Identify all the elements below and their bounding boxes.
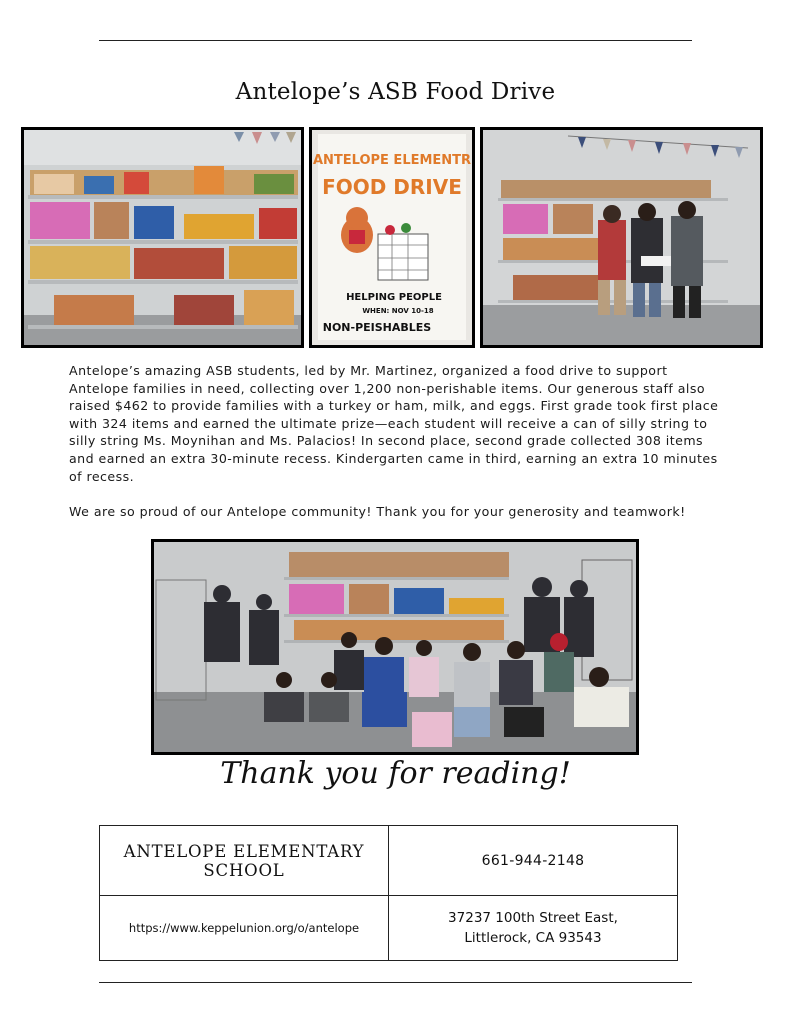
address-line-1: 37237 100th Street East,: [448, 910, 618, 926]
photo-food-drive-poster: [309, 127, 475, 348]
poster-line3: HELPING PEOPLE: [346, 292, 442, 303]
group-image: [154, 542, 636, 752]
phone-number[interactable]: 661-944-2148: [481, 852, 585, 869]
poster-image: [312, 130, 472, 345]
poster-line5: NON-PEISHABLES: [322, 321, 432, 334]
website-cell: [100, 896, 389, 960]
contact-table: [99, 825, 678, 961]
school-name-cell: [100, 826, 389, 896]
poster-line4: WHEN: NOV 10-18: [362, 307, 434, 315]
photo-group: [151, 539, 639, 755]
bottom-rule: [99, 982, 692, 983]
students-image: [483, 130, 760, 345]
shelves-image: [24, 130, 301, 345]
school-name: ANTELOPE ELEMENTARY SCHOOL: [123, 841, 365, 880]
photo-food-shelves: [21, 127, 304, 348]
address: [448, 908, 618, 948]
poster-line2: FOOD DRIVE: [322, 175, 462, 199]
article-paragraph-2: We are so proud of our Antelope community! Thank you for your generosity and teamwork!: [69, 503, 686, 519]
address-line-2: Littlerock, CA 93543: [464, 930, 602, 946]
article-paragraph-1: Antelope’s amazing ASB students, led by Mr. Martinez, organized a food drive to support Antelope families in need, collecting over 1,200 non-perishable items. Our generous staff also raised $462 to provide families with a turkey or ham, milk, and eggs. First grade took first place with 324 items and earned the ultimate prize—each student will receive a can of silly string to silly string Ms. Moynihan and Ms. Palacios! In second place, second grade collected 308 items and earned an extra 30-minute recess. Kindergarten came in third, earning an extra 10 minutes of recess.: [69, 363, 719, 484]
website-link[interactable]: https://www.keppelunion.org/o/antelope: [128, 921, 360, 935]
closing-message: Thank you for reading!: [220, 756, 571, 791]
page-title: Antelope’s ASB Food Drive: [235, 79, 556, 105]
poster-line1: ANTELOPE ELEMENTR: [312, 153, 472, 168]
photo-students-reading: [480, 127, 763, 348]
phone-cell: [389, 826, 677, 896]
address-cell: [389, 896, 677, 960]
article-body: [69, 362, 729, 538]
top-rule: [99, 40, 692, 41]
